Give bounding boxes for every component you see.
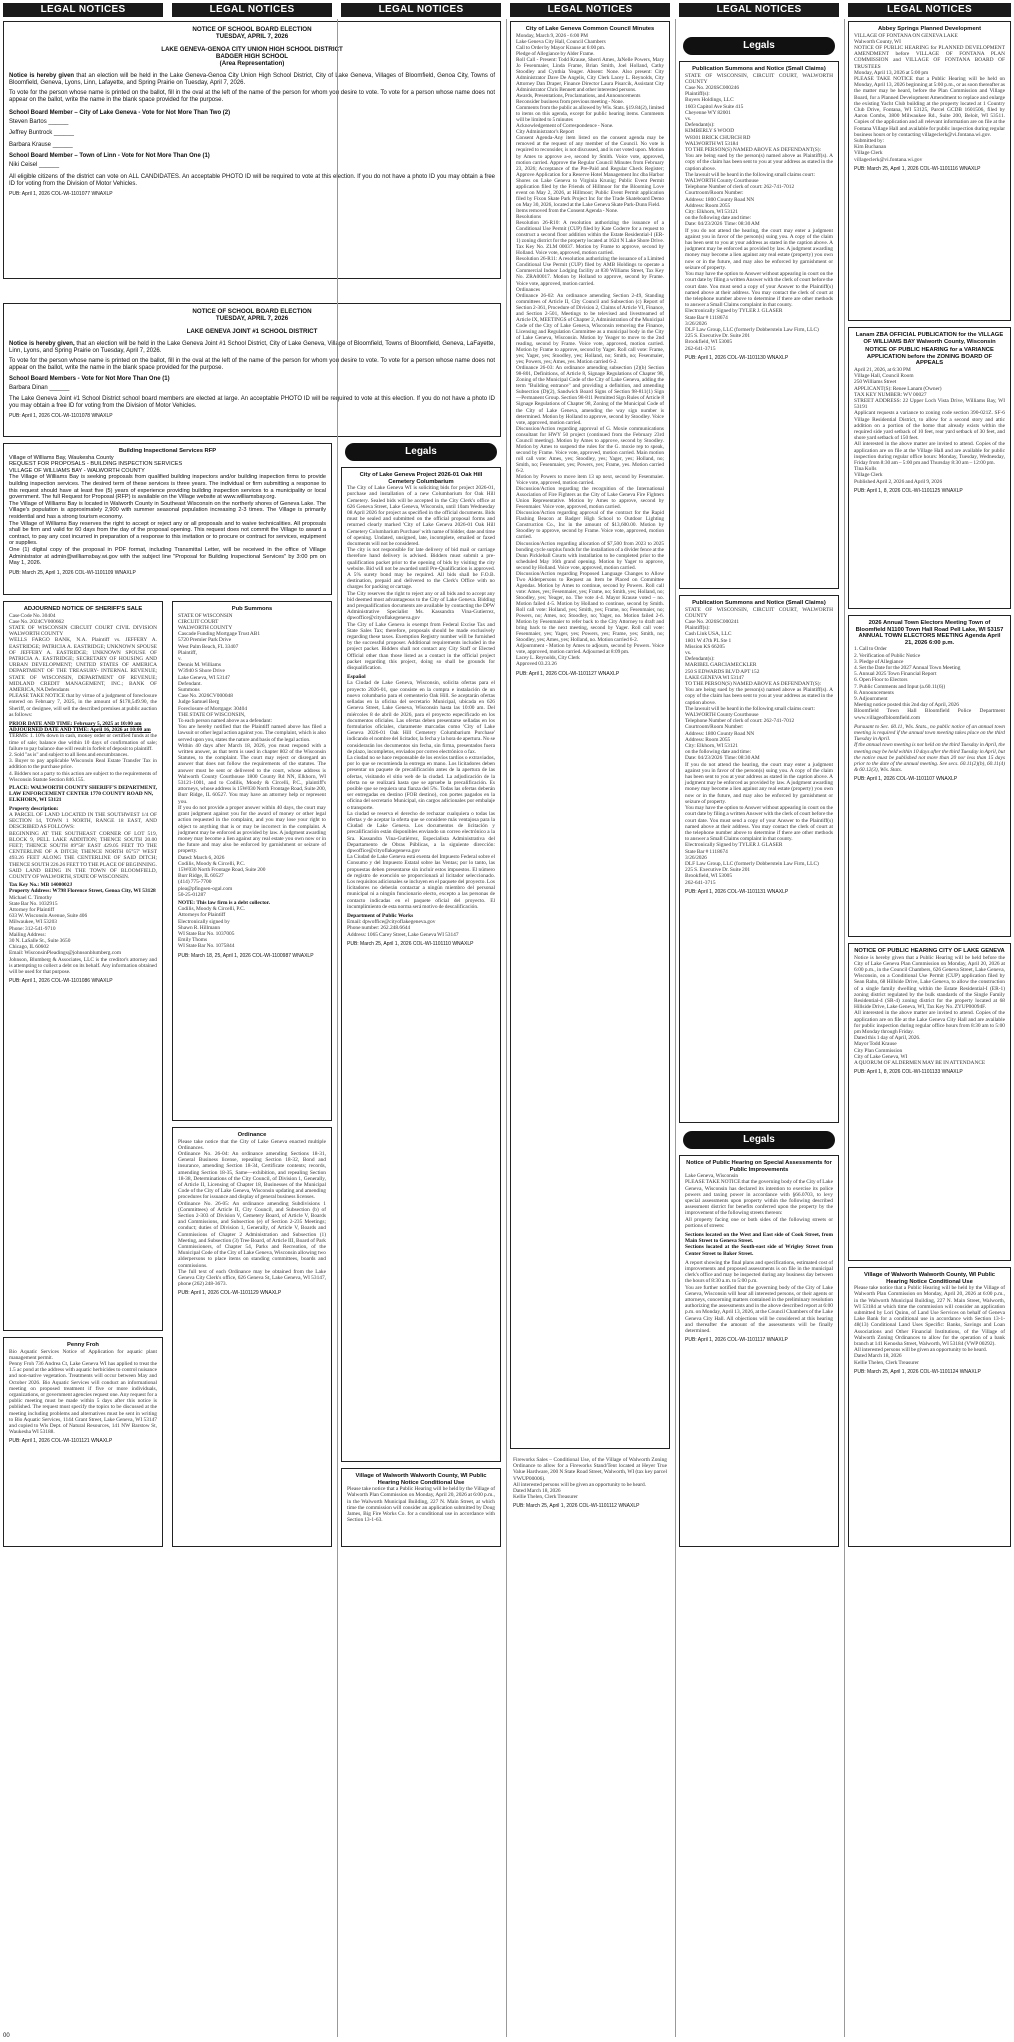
- area-representation: (Area Representation): [219, 60, 285, 67]
- notice-body: Please take notice that the City of Lake Geneva enacted multiple Ordinances. Ordinance No. 26-04: An ordinance amending Sections 18-31, General Business license, repealing Section 18-32, Bond and insurance, amending Section 18-34, Certificate contents; records, amending Section 18-35, Same—exhibition, and repealing Section 18-38, Determinations of the City Council, of Division 1, Generally, of Article II, Licensing of Chapter 18, Businesses of the Municipal Code of the City of Lake Geneva, Wisconsin updating and amending procedures for issuance and display of general business licenses. Ordinance No. 26-05: An ordinance amending Subdivisions 1 (Committees) of Article II, City Council, and Subsection (b) of Section 2-303 of Division V, Cemetery Board, of Article V, Boards and Commissions, and Subsection (e) of Section 2-235 Meetings; conduct; duties of Division 1, Generally, of Article V, Boards and Commissions of Chapter 2 Administration and Subsection (1) Meeting, and Subsection (3) Tree Board, of Article III, Board of Park Commissioners, of Chapter 54, Parks and Recreation, of the Municipal Code of the City of Lake Geneva, Wisconsin allowing two alderpersons to place items on standing committees, boards and commissions. The full text of each Ordinance may be obtained from the Lake Geneva City Clerk's office, 626 Geneva St, Lake Geneva, WI 53147, phone (262) 248-3673.: [178, 1138, 326, 1288]
- department-name: Department of Public Works: [347, 913, 414, 919]
- notice-body: Lake Geneva, Wisconsin PLEASE TAKE NOTICE that the governing body of the City of Lake Geneva, Wisconsin has declared its intention to exercise its police powers and taxing power in accordance with §66.0703, to levy special assessments upon property within the following described assessment district for benefits conferred upon the property by the improvement of the following streets thereon: All property facing one or both sides of the following streets or portions of streets:: [685, 1173, 833, 1229]
- notice-council-minutes: [510, 21, 670, 1449]
- notice-abbey-springs: [848, 21, 1011, 321]
- sale-place: PLACE: WALWORTH COUNTY SHERIFF'S DEPARTMENT, LAW ENFORCEMENT CENTER 1770 COUNTY ROAD NN, ELKHORN, WI 53121: [9, 785, 157, 804]
- attorney-info: Michael C. Timothy State Bar No. 1032915 Attorney for Plaintiff 633 W. Wisconsin Avenue, Suite 406 Milwaukee, WI 53203 Phone: 312-541-9710 Mailing Address: 30 N. LaSalle St., Suite 3650 Chicago, IL 60602 Email: WisconsinPleadings@johnsonblumberg.com Johnson, Blumberg & Associates, LLC is the creditor's attorney and is attempting to collect a debt on its behalf. Any information obtained will be used for that purpose.: [9, 894, 157, 975]
- publication-line: PUB: March 25, April 1, 2026 COL-WI-1101116 WNAXLP: [854, 165, 981, 172]
- contact-info: Email: dpwoffice@cityoflakegeneva.gov Phone number: 262.248.6644 Address: 1065 Carey Street, Lake Geneva WI 53147: [347, 919, 459, 938]
- notice-small-claims-garciameckler: [679, 595, 839, 1123]
- publication-line: PUB: April 1, 2026 COL-WI-1101086 WNAXLP: [9, 978, 113, 985]
- notice-lead: Notice is hereby given,: [9, 341, 75, 347]
- notice-pub-summons: [172, 601, 332, 1121]
- property-address: Property Address: W798 Florence Street, Genoa City, WI 53128: [9, 888, 156, 895]
- debt-collector-note: NOTE: This law firm is a debt collector.: [178, 899, 270, 906]
- notice-title: Building Inspectional Services RFP: [118, 448, 217, 454]
- district-name: LAKE GENEVA-GENOA CITY UNION HIGH SCHOOL DISTRICT: [161, 46, 343, 53]
- notice-walworth-fireworks-hearing: [341, 1468, 501, 1547]
- notice-body: Bio Aquatic Services Notice of Application for aquatic plant management permit. Penny Froh 736 Andrea Ct, Lake Geneva WI has applied to treat the 1.5 ac pond at the address with aquatic herbicides to control nuisance and non-native vegetation. Treatments will occur between May and October 2026. Bio Aquatic Services will conduct an informational meeting on proposed treatment if five or more individuals, organizations, or government agencies request one. Any request for a public meeting must be made within 5 days after this notice is published. The request must specify the topics to be discussed at the meeting including problems and alternatives must be sent in writing to Bio Aquatic Services, 1144 Grant Street, Lake Geneva, WI 53147 and copied to Wis Dept. of Natural Resources, 141 NW Barstow St, Waukesha WI 53188.: [9, 1348, 157, 1436]
- publication-line: PUB: April 1, 2026 COL-WI-1101129 WNAXLP: [178, 1290, 282, 1297]
- section-pill-legals: Legals: [345, 443, 497, 461]
- page-number: 00: [3, 2032, 10, 2039]
- notice-title: Notice of Public Hearing on Special Assessments for Public Improvements: [686, 1160, 832, 1173]
- tax-key: Tax Key No.: MB 1400002J: [9, 882, 73, 889]
- notice-title: Publication Summons and Notice (Small Claims): [692, 600, 826, 606]
- notice-body: STATE OF WISCONSIN CIRCUIT COURT WALWORTH COUNTY Cascade Funding Mortgage Trust AB1 5720 Premier Park Drive West Palm Beach, FL 33407 Plaintiff, v. Dennis M. Williams W3940 S Shore Drive Lake Geneva, WI 53147 Defendant. Summons Case No. 2026CV000048 Judge Samuel Berg Foreclosure of Mortgage: 30404 THE STATE OF WISCONSIN, To each person named above as a defendant: You are hereby notified that the Plaintiff named above has filed a lawsuit or other legal action against you. The complaint, which is also served upon you, states the nature and basis of the legal action. Within 40 days after March 18, 2026, you must respond with a written answer, as that term is used in chapter 802 of the Wisconsin Statutes, to the complaint. The court may reject or disregard an answer that does not follow the requirements of the statutes. The answer must be sent or delivered to the court, whose address is Walworth County Courthouse 1800 County Rd NN, Elkhorn, WI 53121-1001, and to Codilis, Moody & Circelli, P.C., plaintiff's attorneys, whose address is 15W030 North Frontage Road, Suite 200, Burr Ridge, IL 60527. You may have an attorney help or represent you. If you do not provide a proper answer within 40 days, the court may grant judgment against you for the award of money or other legal action requested in the complaint, and you may lose your right to object to anything that is or may be incorrect in the complaint. A judgment may be enforced as provided by law. A judgment awarding money may become a lien against any real estate you own now or in the future and may also be enforced by garnishment or seizure of property. Dated: March 6, 2026 Codilis, Moody & Circelli, P.C. 15W030 North Frontage Road, Suite 200 Burr Ridge, IL 60527 (414) 775-7700 plea@pfingsen-ogal.com 50-25-01287: [178, 612, 326, 898]
- notice-building-rfp: [3, 443, 332, 595]
- notice-special-assessments: [679, 1155, 839, 1547]
- notice-body: Village of Williams Bay, Waukesha County REQUEST FOR PROPOSALS - BUILDING INSPECTION SERVICES VILLAGE OF WILLIAMS BAY - WALWORTH COUNTY The Village of Williams Bay is seeking proposals from qualified building inspectors and/or building inspection firms to provide building inspection services. The desired term of these services is three years. The individual or firm submitting a response to this request should have at least five (5) years of experience providing building inspection services to a municipality or local government. The full Request for Proposal (RFP) is available on the Village website at www.williamsbay.org. The Village of Williams Bay is located in Walworth County in Southeast Wisconsin on the northerly shores of Geneva Lake. The Village's population is approximately 2,900 with summer seasonal population increasing 2-3 times. The Village is primarily residential and has a strong tourism economy. The Village of Williams Bay reserves the right to accept or reject any or all proposals and to waive technicalities. All proposals shall be firm and valid for 60 days from the day of the proposal opening. This request does not commit the Village to award a contract, to pay any cost incurred in preparation of a response to this invitation or to procure or contract for services, equipment or supplies. One (1) digital copy of the proposal in PDF format, including Transmittal Letter, will be received in the office of Village Administrator at admin@williamsbay.wi.gov with the subject line "Proposal for Building Inspectional Services" by 3:00 pm on May 1, 2026.: [9, 454, 326, 567]
- publication-line: PUB: March 25, April 1, 2026 COL-WI-1101109 WNAXLP: [9, 569, 136, 576]
- notice-body: Fireworks Sales – Conditional Use, of the Village of Walworth Zoning Ordinance to allow for a Fireworks Stand/Tent located at Heyer True Value Hardware, 200 N State Road Street, Walworth, WI (tax key parcel VWUP00006). All interested persons will be given an opportunity to be heard. Dated March 18, 2026 Kellie Thelen, Clerk Treasurer: [513, 1457, 667, 1501]
- publication-line: PUB: April 1, 2026 COL-WI-1101131 WNAXLP: [685, 888, 789, 895]
- property-description: A PARCEL OF LAND LOCATED IN THE SOUTHWEST 1/4 OF SECTION 14, TOWN 1 NORTH, RANGE 18 EAST, AND DESCRIBED AS FOLLOWS: BEGINNING AT THE SOUTHEAST CORNER OF LOT 519, BLOCK 9, PELL LAKE ADDITION; THENCE SOUTH 20.00 FEET; THENCE SOUTH 89°58' EAST 429.05 FEET TO THE CENTERLINE OF A DITCH; THENCE NORTH 05°57' WEST 493.26 FEET ALONG THE CENTERLINE OF SAID DITCH; THENCE SOUTH 226.26 FEET TO THE PLACE OF BEGINNING. SAID LAND BEING IN THE TOWN OF BLOOMFIELD, COUNTY OF WALWORTH, STATE OF WISCONSIN.: [9, 811, 157, 880]
- voting-instructions: To vote for the person whose name is printed on the ballot, fill in the oval at the left of the name of the person for whom you desire to vote. To vote for a person whose name does not appear on the ballot, write the name in the blank space provided for the purpose.: [9, 90, 495, 103]
- column-divider: [506, 19, 507, 2037]
- notice-columbarium-bid: [341, 467, 501, 1462]
- office-heading: School Board Member – Town of Linn - Vote for Not More Than One (1): [9, 152, 210, 159]
- notice-body: Notice is hereby given that a Public Hearing will be held before the City of Lake Geneva Plan Commission on Monday, April 20, 2026 at 6:00 p.m., in the Council Chambers, 626 Geneva Street, Lake Geneva, Wisconsin, on a Conditional Use Permit (CUP) application filed by Sean Rahn, 68 Hillside Drive, Lake Geneva, to allow the construction of a single family dwelling within the Estate Residential-I (ER-1) zoning district regulated by the bulk standards of the Single Family Residential-4 (SR-4) zoning district for the property located at 68 Hillside Drive, Lake Geneva, WI, Tax Key No. ZYUP00094F. All interested in the above matter are invited to attend. Copies of the application are on file at the Lake Geneva City Hall and are available for public inspection during regular office hours from 8:30 am to 5:00 pm Monday through Friday. Dated this 1 day of April, 2026. Mayor Todd Krause City Plan Commission City of Lake Geneva, WI A QUORUM OF ALDERMEN MAY BE IN ATTENDANCE: [854, 954, 1005, 1067]
- notice-paragraph: that an election will be held in the Lake Geneva-Genoa City Union High School District, City of Lake Geneva, Villages of Bloomfield, Genoa City, Towns of Bloomfield, Geneva, Lyons, Linn, Lafayette, and Spring Prairie on Tuesday, April 7, 2026.: [9, 73, 495, 86]
- notice-body: Please take notice that a Public Hearing will be held by the Village of Walworth Plan Commission on Monday, April 20, 2026 at 6:00 p.m., in the Walworth Municipal Building, 227 N. Main Street, Walworth, WI 53184 at which time the commission will consider an application submitted by Lori Quinn, of Land Use Services on behalf of Geneva Lake Bank for a conditional use in accordance with Section 13-1-48(13) Conditional Land Uses Specific: Banks, Savings and Loan Associations and Other Financial Institutions, of the Village of Walworth Zoning Ordinances to allow for the operation of a bank branch at 141 Kenosha Street, Walworth, WI 53184 (VWP 00292). All interested persons will be given an opportunity to be heard. Dated March 18, 2026 Kellie Thelen, Clerk Treasurer: [854, 1285, 1005, 1366]
- notice-title: NOTICE OF PUBLIC HEARING CITY OF LAKE GENEVA: [854, 948, 1005, 954]
- notice-body: Monday, March 9, 2026 - 6:00 PM Lake Geneva City Hall, Council Chambers Call to Order by Mayor Krause at 6:00 pm. Pledge of Allegiance by Alder Frame. Roll Call - Present: Todd Krause, Sherri Ames, JaNelle Powers, Mary Jo Fesenmaier, Linda Frame, Brian Smith, Joel Holland, Cathy Stoodley and Cynthia Yeager. Absent: None. Also present: City Administrator Dave De Angelis, City Clerk Lacey L. Reynolds, City Attorney Dan Draper, Finance Director Laura Pisarcik, Assistant City Administrator Chris Bennett and other interested persons. Awards, Presentations, Proclamations, and Announcements Reconsider business from previous meeting - None. Comments from the public as allowed by Wis. Stats. §19.84(2), limited to items on this agenda, except for public hearing items. Comments will be limited to 5 minutes Acknowledgement of Correspondence - None. City Administrator's Report Consent Agenda-Any item listed on the consent agenda may be removed at the request of any member of the Council. No vote is required to reconsider, is not discussed, and is not voted upon. Motion by Ames to approve a-e, second by Smith. Voice vote, approved, motion carried. Approve the Regular Council Minutes from February 23, 2026; Acceptance of the Pre-Paid and Regular Check Register; Approve Application for a Reserve Hotel Management Inc dba Harbor Shores on Lake Geneva to Virginia Krunig; Public Event Permit application filed by the Friends of Hillmoor for the Blooming Love event on May 2, 2026, at Hillmoor; Public Event Permit application filed by Fixon Skate Park Project Inc for the Trade Skateboard Demo on May 30, 2026, located at the Lake Geneva Skate Park-Dunn Field. Items removed from the Consent Agenda - None. Resolutions Resolution 26-R10: A resolution authorizing the issuance of a Conditional Use Permit (CUP) filed by Kate Coderre for a request to construct a second floor addition within the Estate Residential-I (ER-1) zoning district for the property located at 1624 N Lake Shore Drive. Tax Key No. ZLM 00037. Motion by Frame to approve, second by Holland. Voice vote, approved, motion carried. Resolution 26-R11: A resolution authorizing the issuance of a Limited Conditional Use Permit (CUP) filed by AMB Holdings to operate a Commercial Indoor Lodging facility at 830 Williams Street, Tax Key No. ZRA00017. Motion by Holland to approve, second by Frame. Voice vote, approved, motion carried. Ordinances Ordinance 26-02: An ordinance amending Section 2-49, Standing committees of Article II, City Council and Subsection (c) Report of Section 2-361, Procedure of Division 2, Claims of Article VI, Finance, and Section 2-501, Meetings to be televised and livestreamed of Article IX, MEETINGS of Chapter 2, Administration of the Municipal Code of the City of Lake Geneva, Wisconsin removing the Finance, Licensing and Regulation Committee as a municipal body in the City of Lake Geneva, Wisconsin. Motion by Yeager to move to the 2nd reading, second by Frame. Voice vote, approved, motion carried. Motion by Frame to approve, second by Yager. Roll call vote: Frame, yes; Yager, yes; Stoodley, yes; Holland, no; Smith, no; Fesenmaier, yes; Powers, yes; Ames, yes. Motion carried 6-2. Ordinance 26-03: An ordinance amending subsection (2)(b) Section 98-801, Definitions, of Article 8, Signage Regulations of Chapter 98, Zoning of the Municipal Code of the City of Lake Geneva, adding the term "Building entrance" and providing a definition, and amending Subsection (D)(2), Sandwich Board Signs of Section 98-811(1) Sign—Permanent Group. Section 98-811 Permitted Sign Rules of Article 8 Signage Regulations of Chapter 98, Zoning of the Municipal Code of the City of Lake Geneva, amending the way sign number is determined. Motion by Holland to approve, second by Stoodley. Voice vote, approved, motion carried. Discussion/Action regarding approval of G. Moxie communications consultant for HWY 50 project (continued from the February 23rd Council meeting). Motion by Ames to approve, second by Stoodley. Motion by Ames to suspend the rules for the G. moxie rep to speak, second by Frame. Voice vote, approved, motion carried. Main motion roll call vote: Ames, yes; Stoodley, yes; Yager, yes; Holland, no; Smith, no; Fesenmaier, yes; Powers, yes; Frame, yes. Motion carried 6-2. Motion by Powers to move item 13 up next, second by Fesenmaier. Voice vote, approved, motion carried. Discussion/Action regarding the recognition of the International Association of Fire Fighters as the City of Lake Geneva Fire Fighters Union Representative. Motion by Ames to approve, second by Fesenmaier. Voice vote, approved, motion carried. Discussion/Action regarding approval of the contract for the Rapid Flashing Beacon at Badger High School to Outdoor Lighting Construction Co., Inc in the amount of $13,600.00. Motion by Stoodley to approve, second by Frame. Voice vote, approved, motion carried. Discussion/Action regarding allocation of $7,500 from 2023 to 2025 bonding cycle surplus funds for the installation of a divider fence at the Dunn Pickleball Courts with installation to be completed prior to the scheduled May 16th grand opening. Motion by Yager to approve, second by Holland. Voice vote, approved, motion carried. Discussion/Action regarding Proposed Language Changes to Allow Two Alderpersons to Request an Item be Placed on Committee Agendas. Motion by Ames to continue, second by Powers. Roll call vote: Ames, yes; Fesenmaier, yes; Frame, no; Smith, yes; Holland, no; Stoodley, yes; Yeager, no. The vote 4-4. Mayor Krause voted – no. Motion failed 4-5. Motion by Holland to continue, second by Smith. Roll call vote: Holland, yes; Smith, yes; Frame, no; Fesenmaier, no; Powers, no; Ames, no; Stoodley, no; Yager, no. Motion failed 2-6. Motion by Fesenmaier to refer back to the City Attorney to draft and bring back to the next meeting, second by Yager. Roll call vote: Fesenmaier, yes; Yager, yes; Powers, yes; Frame, yes; Smith, no; Stoodley, yes; Ames, yes; Holland, no. Motion carried 6-2. Adjournment - Motion by Ames to adjourn, second by Powers. Voice vote, approved, motion carried. Adjourned at 8:09 pm. Lacey L. Reynolds, City Clerk Approved 03.23.26: [516, 32, 664, 668]
- school-name: BADGER HIGH SCHOOL: [215, 53, 289, 60]
- voting-instructions: To vote for the person whose name is printed on the ballot, fill in the oval at the left of the name of the person for whom you desire to vote. To vote for a person whose name does not appear on the ballot, write the name in the blank space provided for the purpose.: [9, 358, 495, 371]
- notice-town-electors-meeting: [848, 615, 1011, 937]
- notice-fireworks-continued: [510, 1455, 670, 1547]
- adjourned-date: ADJOURNED DATE AND TIME: April 16, 2026 at 10:00 am: [9, 727, 151, 734]
- notice-joint1-election: [3, 303, 501, 437]
- publication-line: PUB: April 1, 2026 COL-WI-1101127 WNAXLP: [516, 670, 620, 677]
- notice-title: NOTICE OF SCHOOL BOARD ELECTION: [192, 308, 312, 315]
- notice-body: Case Code No. 30404 Case No. 2024CV000662 STATE OF WISCONSIN CIRCUIT COURT CIVIL DIVISION WALWORTH COUNTY WELLS FARGO BANK, N.A. Plaintiff vs. JEFFERY A. EASTRIDGE; PATRICIA A. EASTRIDGE; UNKNOWN SPOUSE OF JEFFERY A. EASTRIDGE; UNKNOWN SPOUSE OF PATRICIA A. EASTRIDGE; SECRETARY OF HOUSING AND URBAN DEVELOPMENT; UNITED STATES OF AMERICA DEPARTMENT OF THE TREASURY- INTERNAL REVENUE; STATE OF WISCONSIN, DEPARTMENT OF REVENUE; MIDLAND CREDIT MANAGEMENT, INC.; BANK OF AMERICA, NA Defendants PLEASE TAKE NOTICE that by virtue of a judgment of foreclosure entered on February 7, 2025, in the amount of $178,549.90, the Sheriff, or designee, will sell the described premises at public auction as follows:: [9, 612, 157, 718]
- notice-title: City of Lake Geneva Project 2026-01 Oak Hill Cemetery Columbarium: [359, 472, 483, 485]
- notice-ordinance: [172, 1127, 332, 1547]
- notice-body: Please take notice that a Public Hearing will be held by the Village of Walworth Plan Commission on Monday, April 20, 2026 at 6:00 p.m., in the Walworth Municipal Building, 227 N. Main Street, at which time the commission will consider an application submitted by Doug James, Big Fire Works Co. for a conditional use in accordance with Section 13-1-63.: [347, 1486, 497, 1524]
- notice-title: Lanam ZBA OFFICIAL PUBLICATION for the VILLAGE OF WILLIAMS BAY Walworth County, Wisconsin: [855, 332, 1004, 345]
- publication-line: PUB: April 1, 8, 2026 COL-WI-1101133 WNAXLP: [854, 1069, 963, 1076]
- notice-body-continued: A report showing the final plans and specifications, estimated cost of improvements and proposed assessments is on file in the municipal clerk's office and may be inspected during any business day between the hours of 8:30 a.m. to 5:00 p.m. You are further notified that the governing body of the City of Lake Geneva, Wisconsin will hear all interested persons, or their agents or attorneys, concerning matters contained in the preliminary resolution authorizing the assessments and in the above described report at 6:00 p.m. on Monday, April 13, 2026, at the Council Chambers of the Lake Geneva City Hall. All objections will be considered at this hearing and thereafter the amount of the assessments will be finally determined.: [685, 1259, 833, 1335]
- column-header-6: LEGAL NOTICES: [848, 3, 1011, 17]
- attorney-signature: Codilis, Moody & Circelli, P.C. Attorneys for Plaintiff Electronically signed by Shawn R. Hillmann WI State Bar No. 1037005 Emily Thoms WI State Bar No. 1075844: [178, 906, 246, 950]
- notice-sheriff-sale: [3, 601, 163, 1331]
- spanish-body: La Ciudad de Lake Geneva, Wisconsin, solicita ofertas para el proyecto 2026-01, que consiste en la compra e instalación de un nuevo columbario para el cementerio Oak Hill. Se aceptarán ofertas selladas en la oficina del secretario Municipal, ubicada en 626 Geneva Street, Lake Geneva, Wisconsin hasta las 10:00 am. Del miércoles 8 de abril de 2026, para el proyecto especificado en los documentos oficiales. Las ofertas deben presentarse selladas en los formularios oficiales, claramente marcadas como 'City of Lake Geneva 2026-01 Oak Hill Cemetery Columbarium Purchase' indicando el nombre del licitador, la fecha y la hora de apertura. No se considerarán los documentos sin fecha, sin firma, presentados fuera de plazo, incompletos, enviados por correo electrónico o fax. La ciudad no se hace responsable de los envíos tardíos o extraviados, por lo que se recomienda la entrega en mano. Los licitadores deben presentar un paquete de precalificación antes de la apertura de las ofertas, visitando el sitio web de la ciudad. La adjudicación de la oferta no se realizará hasta que se apruebe la precalificación. Es posible que se requiera una fianza del 5%. Todas las ofertas deberán ser entregadas en destino (FOB destino), con portes pagados en la oficina del secretario Municipal, sin cargos adicionales por embalaje o transporte. La ciudad se reserva el derecho de rechazar cualquiera o todas las ofertas y de aceptar la oferta que se considere más ventajosa para la Ciudad de Lake Geneva. Los documentos de licitación y precalificación están disponibles enviando un correo electrónico a la Sra. Kassandra Vina-Gutiérrez, Especialista Administrativa del Departamento de Obras Públicas, a la siguiente dirección: dpwoffice@cityoflakegeneva.gov La Ciudad de Lake Geneva está exenta del Impuesto Federal sobre el Consumo y del Impuesto Estatal sobre las Ventas; por lo tanto, las propuestas deben presentarse sin incluir estos impuestos. El número de registro de exención se proporcionará al licitador seleccionado. Los requisitos adicionales se incluyen en el paquete del proyecto. Los licitadores no deberán contactar a ningún miembro del personal municipal ni a ningún funcionario electo, excepto a las personas de contacto indicadas en el paquete oficial del proyecto. El incumplimiento de esta norma será motivo de descalificación.: [347, 680, 495, 910]
- publication-line: PUB: April 1, 2026 COL-WI-1101130 WNAXLP: [685, 354, 789, 361]
- notice-paragraph: that an election will be held in the Lake Geneva Joint #1 School District, City of Lake Geneva, Village of Bloomfield, Towns of Bloomfield, Geneva, LaFayette, Linn, Lyons, and Spring Prairie on Tuesday, April 7, 2026.: [9, 341, 496, 354]
- notice-title: ADJOURNED NOTICE OF SHERIFF'S SALE: [23, 606, 143, 612]
- column-header-4: LEGAL NOTICES: [510, 3, 670, 17]
- candidate-name: Jeffrey Buntrock ______: [9, 130, 74, 137]
- publication-line: PUB: April 1, 8, 2026 COL-WI-1101125 WNAXLP: [854, 487, 963, 494]
- candidate-name: Barbara Krause ______: [9, 141, 73, 148]
- spanish-heading: Español: [347, 674, 366, 681]
- property-description-label: Property description:: [9, 805, 59, 812]
- photo-id-paragraph: The Lake Geneva Joint #1 School District school board members are elected at large. An acceptable PHOTO ID will be required to vote at this election. If you do not have a photo ID you may obtain a free ID for voting from the Division of Motor Vehicles.: [9, 396, 495, 410]
- column-header-3: LEGAL NOTICES: [341, 3, 501, 17]
- notice-lead: Notice is hereby given: [9, 73, 75, 79]
- column-header-1: LEGAL NOTICES: [3, 3, 163, 17]
- notice-title: Abbey Springs Planned Development: [877, 26, 982, 32]
- agenda-list: 1. Call to Order 2. Verification of Public Notice 3. Pledge of Allegiance 4. Set the Date for the 2027 Annual Town Meeting 5. Annual 2025 Town Financial Report 6. Open Floor to Electors 7. Public Comments and Input (a.60.11(6)) 8. Announcements 9. Adjournment Meeting notice posted this 2nd day of April, 2026 Bloomfield Town Hall Bloomfield Police Department www.villageofbloomfield.com: [854, 646, 1005, 721]
- section-pill-legals: Legals: [683, 1131, 835, 1149]
- notice-title: Ordinance: [237, 1132, 267, 1138]
- notice-subtitle: NOTICE OF PUBLIC HEARING for a VARIANCE APPLICATION before the ZONING BOARD OF APPEALS: [865, 347, 994, 367]
- column-header-2: LEGAL NOTICES: [172, 3, 332, 17]
- notice-title: Penny Froh: [67, 1342, 99, 1348]
- publication-line: PUB: March 25, April 1, 2026 COL-WI-1101112 WNAXLP: [513, 1503, 640, 1510]
- notice-body: April 21, 2026, at 6:30 PM Village Hall, Council Room 250 Williams Street APPLICANT(S): Renee Lanam (Owner) TAX KEY NUMBER: WV 00027 STREET ADDRESS: 22 Upper Loch Vista Drive, Williams Bay, WI 53191 Applicant requests a variance to zoning code section 390-021Z. SF-6 Village Residential District, to allow for a second story and attic addition on a portion of the home that already exists within the required side yard setback of 10 feet, rear yard setback of 30 feet, and shore yard setback of 150 feet. All interested in the above matter are invited to attend. Copies of the application are on file at the Village Hall and are available for public inspection during regular office hours: Monday, Tuesday, Wednesday, Friday from 8:30 am – 5:00 pm and Thursday 8:30 am – 12:00 pm. Tina Kolls Village Clerk Published April 2, 2026 and April 9, 2026: [854, 366, 1005, 485]
- publication-line: PUB: April 1, 2026 COL-WI-1101121 WNAXLP: [9, 1438, 113, 1445]
- column-divider: [337, 19, 338, 2037]
- notice-body: VILLAGE OF FONTANA ON GENEVA LAKE Walworth County, WI NOTICE OF PUBLIC HEARING for PLANNED DEVELOPMENT AMENDMENT before VILLAGE OF FONTANA PLAN COMMISSION and VILLAGE OF FONTANA BOARD OF TRUSTEES Monday, April 13, 2026 at 5:00 pm PLEASE TAKE NOTICE that a Public Hearing will be held on Monday, April 13, 2026 beginning at 5:00 p.m., or as soon thereafter as the matter may be heard, before the Plan Commission and Village Board, for a Planned Development Amendment to replace and enlarge the existing Yacht Club building at the property located at 1 Country Club Drive, Fontana, WI 53125, Parcel GCDB 1601506, filed by Aaron Combs, 3800 Milwaukee Rd., Suite 200, Beloit, WI 53511. Copies of the application and all relevant information are on file at the Fontana Village Hall and available for public inspection during regular business hours or by contacting villageclerk@vi.fontana.wi.gov. Submitted by: Kim Buchanan Village Clerk villageclerk@vi.fontana.wi.gov: [854, 32, 1005, 163]
- notice-badger-election: [3, 21, 501, 279]
- column-header-5: LEGAL NOTICES: [679, 3, 839, 17]
- publication-line: PUB: March 25, April 1, 2026 COL-WI-1101110 WNAXLP: [347, 940, 474, 947]
- publication-line: PUB: March 18, 25, April 1, 2026 COL-WI-1100987 WNAXLP: [178, 952, 314, 959]
- publication-line: PUB: April 1, 2026 COL-WI-1101077 WNAXLP: [9, 191, 113, 198]
- prior-date: PRIOR DATE AND TIME: February 5, 2025 at 10:00 am: [9, 721, 142, 728]
- statute-note: Pursuant to Sec. 60.11, Wis. Stats., no public notice of an annual town meeting is required if the annual town meeting takes place on the third Tuesday in April. If the annual town meeting is not held on the third Tuesday in April, the meeting may be held within 10 days after the third Tuesday in April, but the notice must be published not more than 20 nor less than 15 days prior to the date of the annual meeting. See secs. 60.11(2)(b), 60.11(4) & 60.12(3), Wis. Stats.: [854, 723, 1005, 774]
- notice-title: City of Lake Geneva Common Council Minutes: [525, 26, 655, 32]
- photo-id-paragraph: All eligible citizens of the district can vote on ALL CANDIDATES. An acceptable PHOTO ID will be required to vote at this election. If you do not have a photo ID you may obtain a free ID for voting from the Division of Motor Vehicles.: [9, 174, 495, 188]
- notice-date: TUESDAY, APRIL 7, 2026: [215, 315, 289, 322]
- candidate-name: Barbara Dinan ______: [9, 385, 70, 392]
- notice-title: Pub Summons: [231, 606, 273, 612]
- office-heading: School Board Members - Vote for Not More Than One (1): [9, 376, 170, 382]
- district-name: LAKE GENEVA JOINT #1 SCHOOL DISTRICT: [186, 328, 318, 335]
- notice-title: 2026 Annual Town Electors Meeting Town of Bloomfield N1100 Town Hall Road Pell Lake, WI 53157 ANNUAL TOWN ELECTORS MEETING Agenda April 21, 2026 6:00 p.m.: [855, 620, 1004, 646]
- legal-notices-page: [3, 3, 1011, 2039]
- notice-walworth-bank-conditional-use: [848, 1267, 1011, 1547]
- notice-title: Publication Summons and Notice (Small Claims): [692, 66, 826, 72]
- publication-line: PUB: April 1, 2026 COL-WI-1101117 WNAXLP: [685, 1337, 788, 1344]
- notice-title: NOTICE OF SCHOOL BOARD ELECTION: [192, 26, 312, 33]
- assessment-sections: Sections located on the West and East side of Cook Street, from Main Street to Geneva Street. Sections located at the South-east side of Wrigley Street from Center Street to Baker Street.: [685, 1232, 833, 1257]
- publication-line: PUB: April 1, 2026 COL-WI-1101107 WNAXLP: [854, 776, 958, 783]
- notice-penny-froh: [3, 1337, 163, 1547]
- candidate-name: Niki Ceisel ______: [9, 162, 60, 169]
- notice-date: TUESDAY, APRIL 7, 2026: [215, 33, 289, 40]
- publication-line: PUB: April 1, 2026 COL-WI-1101078 WNAXLP: [9, 413, 113, 420]
- section-pill-legals: Legals: [683, 37, 835, 55]
- terms: TERMS: 1. 10% down in cash, money order or certified funds at the time of sale; balance due within 10 days of confirmation of sale; failure to pay balance due will result in forfeit of deposit to plaintiff. 2. Sold "as is" and subject to all liens and encumbrances. 3. Buyer to pay applicable Wisconsin Real Estate Transfer Tax in addition to the purchase price. 4. Bidders not a party to this action are subject to the requirements of Wisconsin Statute Section 846.155.: [9, 733, 157, 783]
- notice-body: STATE OF WISCONSIN, CIRCUIT COURT, WALWORTH COUNTY Case No. 2026SC000241 Plaintiff(s): Cash Link USA, LLC 1801 W 47th PL Ste 1 Mission KS 66205 vs. Defendant(s): MARIBEL GARCIAMECKLER 250 S EDWARDS BLVD APT 152 LAKE GENEVA WI 53147 TO THE PERSON(S) NAMED ABOVE AS DEFENDANT(S): You are being sued by the person(s) named above as Plaintiff(s). A copy of the claim has been sent to you at your address as stated in the caption above. The lawsuit will be heard in the following small claims court: WALWORTH County Courthouse Telephone Number of clerk of court: 262-741-7012 Courtroom/Room Number: Address: 1800 County Road NN Address: Room 2055 City: Elkhorn, WI 53121 on the following date and time: Date: 04/23/2026 Time: 08:30 AM If you do not attend the hearing, the court may enter a judgment against you in favor of the person(s) suing you. A copy of the claim has been sent to you at your address as stated in the caption above. A judgment may be enforced as provided by law. A judgment awarding money may become a lien against any real estate (property) you own now or in the future, and may also be enforced by garnishment or seizure of property. You may have the option to Answer without appearing in court on the court date by filing a written Answer with the clerk of court before the court date. You must send a copy of your Answer to the Plaintiff(s) named above at their address. You may contact the clerk of court at the telephone number above to determine if there are other methods to answer a Small Claims complaint in that county. Electronically Signed by TYLER J. GLASER State Bar # 1118674 3/26/2026 DLF Law Group, LLC (formerly Dobberstein Law Firm, LLC) 225 S. Executive Dr. Suite 201 Brookfield, WI 53005 262-641-3715: [685, 606, 833, 886]
- notice-body: STATE OF WISCONSIN, CIRCUIT COURT, WALWORTH COUNTY Case No. 2026SC000246 Plaintiff(s): Buyers Holdings, LLC 1603 Capitol Ave Suite 415 Cheyenne WY 82001 vs. Defendant(s): KIMBERLY S WOOD W8301 BRICK CHURCH RD WALWORTH WI 53184 TO THE PERSON(S) NAMED ABOVE AS DEFENDANT(S): You are being sued by the person(s) named above as Plaintiff(s). A copy of the claim has been sent to you at your address as stated in the caption above. The lawsuit will be heard in the following small claims court: WALWORTH County Courthouse Telephone Number of clerk of court: 262-741-7012 Courtroom/Room Number: Address: 1800 County Road NN Address: Room 2055 City: Elkhorn, WI 53121 on the following date and time: Date: 04/23/2026 Time: 08:30 AM If you do not attend the hearing, the court may enter a judgment against you in favor of the person(s) suing you. A copy of the claim has been sent to you at your address as stated in the caption above. A judgment may be enforced as provided by law. A judgment awarding money may become a lien against any real estate (property) you own now or in the future, and may also be enforced by garnishment or seizure of property. You may have the option to Answer without appearing in court on the court date by filing a written Answer with the clerk of court before the court date. You must send a copy of your Answer to the Plaintiff(s) named above at their address. You may contact the clerk of court at the telephone number above to determine if there are other methods to answer a Small Claims complaint in that county. Electronically Signed by TYLER J. GLASER State Bar # 1118674 3/26/2026 DLF Law Group, LLC (formerly Dobberstein Law Firm, LLC) 225 S. Executive Dr. Suite 201 Brookfield, WI 53005 262-641-3715: [685, 72, 833, 352]
- notice-title: Village of Walworth Walworth County, WI Public Hearing Notice Conditional Use: [355, 1473, 487, 1486]
- notice-body: The City of Lake Geneva WI is soliciting bids for project 2026-01, purchase and installation of a new Columbarium for Oak Hill Cemetery. Sealed bids will be accepted in the City Clerk's office at 626 Geneva Street, Lake Geneva, Wisconsin, until 10am Wednesday 08 April 2026 for project as specified in the official documents. Bids must be sealed and submitted on the official proposal forms and returned clearly marked 'City of Lake Geneva 2026-01 Oak Hill Cemetery Columbarium Purchase' with name of bidder, date and time of opening. Undated, unsigned, late, incomplete, emailed or faxed documents will not be considered. The city is not responsible for late delivery of bid mail or carriage therefore hand delivery is advised. Bidders must submit a pre-qualification packet prior to the opening of bids by visiting the city website. Bid will not be awarded until Pre-Qualification is approved. A 5% surety bond may be required. All bids shall be F.O.B. destination, prepaid and delivered to the Clerk's Office with no charges for packing or cartage. The City reserves the right to reject any or all bids and to accept any bid deemed most advantageous to the City of Lake Geneva. Bidding and prequalification documents are available by contacting the DPW Administrative Specialist Ms. Kassandra Vina-Gutierrez, dpwoffice@cityoflakegeneva.gov The City of Lake Geneva is exempt from Federal Excise Tax and State Sales Tax; therefore, proposals should be made exclusively regarding these taxes. Exemption Registry number will be furnished by the successful proposer. Additional requirements included in the project packet. Bidders shall not contact any City Staff or Elected Official other than those listed as a contact in the official project packet regarding this project, doing so shall be grounds for disqualification.: [347, 485, 495, 672]
- candidate-name: Steven Bartos ______: [9, 119, 69, 126]
- column-divider: [675, 19, 676, 2037]
- notice-small-claims-wood: [679, 61, 839, 589]
- publication-line: PUB: March 25, April 1, 2026 COL-WI-1101124 WNAXLP: [854, 1368, 981, 1375]
- notice-title: Village of Walworth Walworth County, WI Public Hearing Notice Conditional Use: [863, 1272, 996, 1285]
- notice-lanam-zba: [848, 327, 1011, 609]
- notice-lake-geneva-hearing: [848, 943, 1011, 1261]
- office-heading: School Board Member – City of Lake Geneva - Vote for Not More Than Two (2): [9, 110, 231, 116]
- column-divider: [844, 19, 845, 2037]
